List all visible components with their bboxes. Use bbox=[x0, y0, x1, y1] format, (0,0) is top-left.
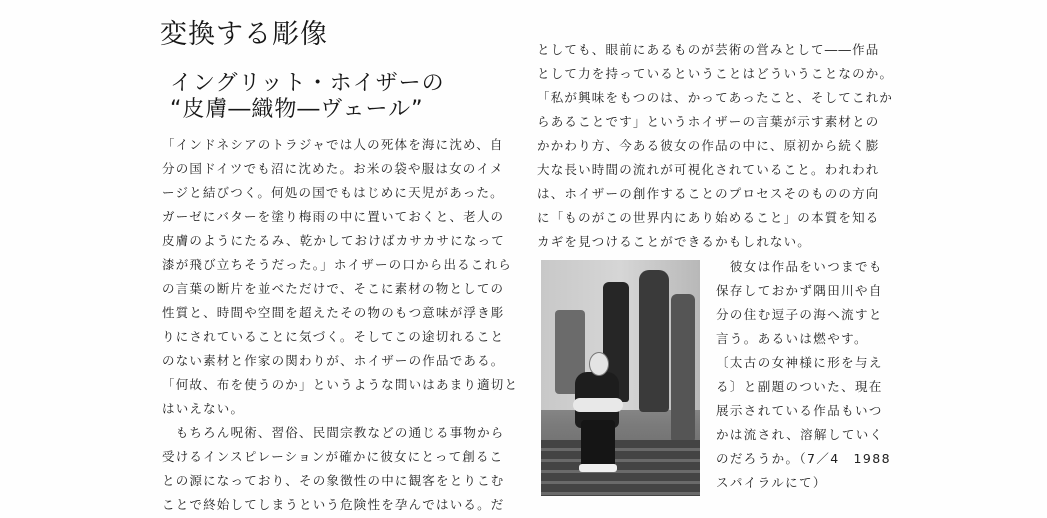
text-line: 「何故、布を使うのか」というような問いはあまり適切と bbox=[162, 377, 519, 392]
text-line: のない素材と作家の関わりが、ホイザーの作品である。 bbox=[162, 353, 505, 368]
text-line: 展示されている作品もいつ bbox=[716, 403, 883, 418]
text-line: としても、眼前にあるものが芸術の営みとして――作品 bbox=[537, 42, 880, 57]
artist-legs bbox=[581, 420, 615, 468]
text-line: 大な長い時間の流れが可視化されていること。われわれ bbox=[537, 162, 880, 177]
text-line: はいえない。 bbox=[162, 401, 245, 416]
artist-photo bbox=[541, 260, 700, 496]
text-line: 彼女は作品をいつまでも bbox=[716, 259, 883, 274]
text-line: との源になっており、その象徴性の中に観客をとりこむ bbox=[162, 473, 505, 488]
text-line: 性質と、時間や空間を超えたその物のもつ意味が浮き彫 bbox=[162, 305, 505, 320]
text-line: として力を持っているということはどういうことなのか。 bbox=[537, 66, 894, 81]
artist-arms bbox=[573, 398, 623, 412]
text-line: は、ホイザーの創作することのプロセスそのものの方向 bbox=[537, 186, 880, 201]
text-line: る〕と副題のついた、現在 bbox=[716, 379, 883, 394]
text-line: ことで終始してしまうという危険性を孕んではいる。だ bbox=[162, 497, 505, 512]
artist-feet bbox=[579, 464, 617, 472]
article-title-line-2: “皮膚―織物―ヴェール” bbox=[170, 97, 424, 122]
artist-head bbox=[589, 352, 609, 376]
text-line: 「インドネシアのトラジャでは人の死体を海に沈め、自 bbox=[162, 137, 504, 152]
text-line: 〔太古の女神様に形を与え bbox=[716, 355, 883, 370]
text-line: 分の住む逗子の海へ流すと bbox=[716, 307, 883, 322]
article-title-line-1: イングリット・ホイザーの bbox=[170, 71, 445, 96]
hanging-fabric-work bbox=[671, 294, 695, 444]
text-line: りにされていることに気づく。そしてこの途切れること bbox=[162, 329, 505, 344]
text-line: カギを見つけることができるかもしれない。 bbox=[537, 234, 812, 249]
text-line: かかわり方、今ある彼女の作品の中に、原初から続く膨 bbox=[537, 138, 880, 153]
text-line: 「私が興味をもつのは、かってあったこと、そしてこれか bbox=[537, 90, 894, 105]
text-line: らあることです」というホイザーの言葉が示す素材との bbox=[537, 114, 880, 129]
text-line: 漆が飛び立ちそうだった。」ホイザーの口から出るこれら bbox=[162, 257, 512, 272]
text-line: に「ものがこの世界内にあり始めること」の本質を知る bbox=[537, 210, 880, 225]
text-line: 受けるインスピレーションが確かに彼女にとって創るこ bbox=[162, 449, 504, 464]
photo-steps bbox=[541, 440, 700, 496]
text-line: 分の国ドイツでも沼に沈めた。お米の袋や服は女のイメ bbox=[162, 161, 504, 176]
text-line: スパイラルにて） bbox=[716, 475, 827, 490]
section-title: 変換する彫像 bbox=[160, 19, 328, 50]
text-line: かは流され、溶解していく bbox=[716, 427, 884, 442]
text-line: 皮膚のようにたるみ、乾かしておけばカサカサになって bbox=[162, 233, 506, 248]
text-line: の言葉の断片を並べただけで、そこに素材の物としての bbox=[162, 281, 505, 296]
text-line: 保存しておかず隅田川や自 bbox=[716, 283, 883, 298]
text-line: のだろうか。（7／4 1988 bbox=[716, 451, 891, 466]
text-line: ガーゼにバターを塗り梅雨の中に置いておくと、老人の bbox=[162, 209, 505, 224]
hanging-fabric-work bbox=[639, 270, 669, 412]
text-line: ージと結びつく。何処の国でもはじめに天児があった。 bbox=[162, 185, 504, 200]
text-line: もちろん呪術、習俗、民間宗教などの通じる事物から bbox=[162, 425, 505, 440]
text-line: 言う。あるいは燃やす。 bbox=[716, 331, 868, 346]
